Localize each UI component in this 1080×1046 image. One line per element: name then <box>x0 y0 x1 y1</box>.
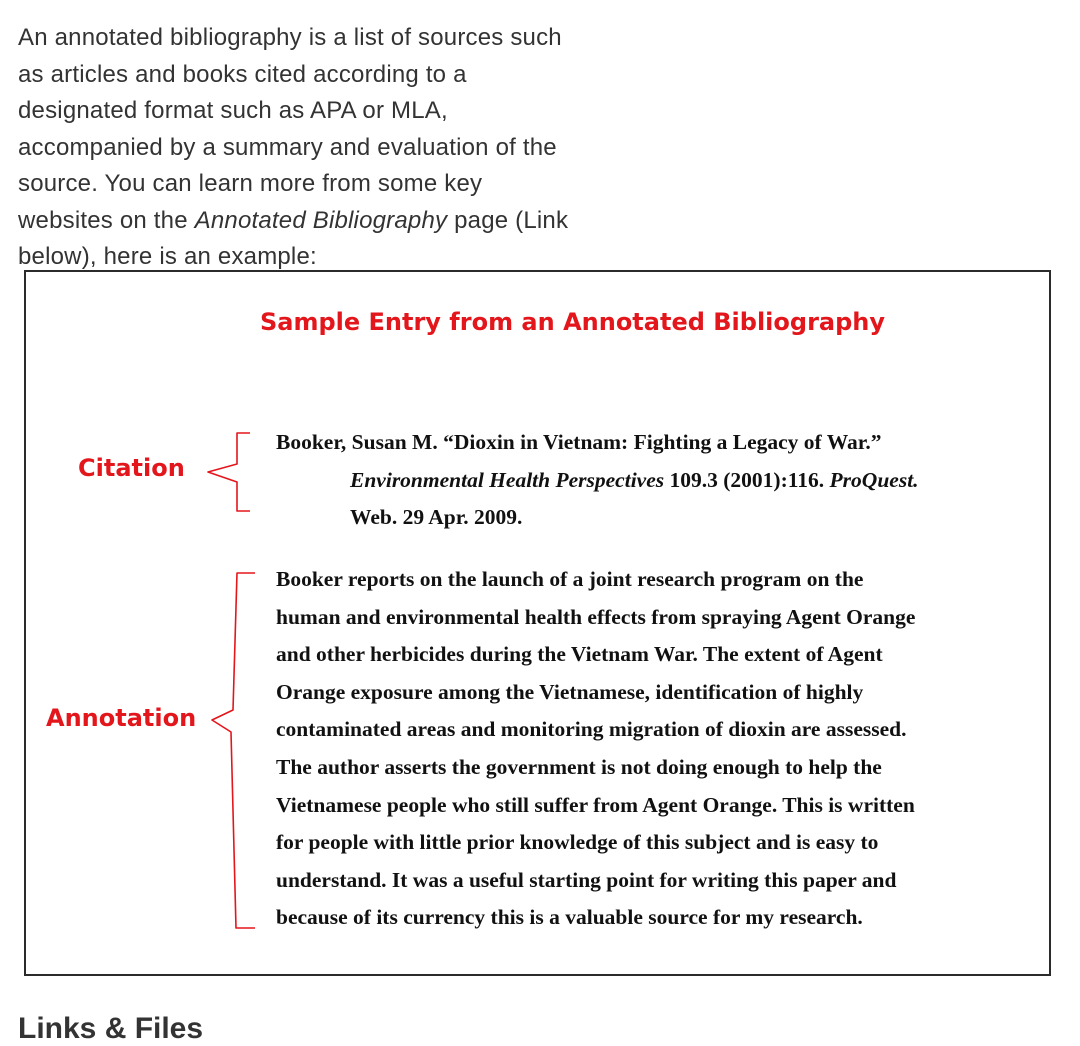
annotation-line: Orange exposure among the Vietnamese, identification of highly <box>276 679 864 704</box>
annotation-line: understand. It was a useful starting point for writing this paper and <box>276 867 897 892</box>
citation-text <box>276 424 1036 537</box>
annotation-line: Booker reports on the launch of a joint research program on the <box>276 567 864 591</box>
citation-journal-name: Environmental Health Perspectives <box>350 467 665 492</box>
citation-database: ProQuest. <box>829 467 919 492</box>
annotation-line: The author asserts the government is not doing enough to help the <box>276 754 882 779</box>
citation-volume-pages: 109.3 (2001):116. <box>664 467 830 492</box>
annotation-line: for people with little prior knowledge of this subject and is easy to <box>276 830 879 855</box>
figure-title: Sample Entry from an Annotated Bibliography <box>259 308 886 336</box>
annotation-brace-icon <box>209 570 259 932</box>
citation-line-journal <box>276 462 1036 500</box>
citation-line-author-title: Booker, Susan M. “Dioxin in Vietnam: Fighting a Legacy of War.” <box>276 430 882 454</box>
citation-label: Citation <box>78 454 185 482</box>
annotation-text <box>276 561 1046 937</box>
intro-paragraph <box>18 20 578 276</box>
annotation-line: and other herbicides during the Vietnam War. The extent of Agent <box>276 642 883 667</box>
annotation-line: human and environmental health effects from spraying Agent Orange <box>276 604 916 629</box>
annotated-bibliography-example-figure <box>24 270 1051 976</box>
citation-line-access-date: Web. 29 Apr. 2009. <box>350 505 523 529</box>
citation-brace-icon <box>204 430 254 516</box>
annotation-label: Annotation <box>46 704 197 732</box>
intro-text-end: page (Link below), here is an example: <box>18 206 569 270</box>
annotation-line: because of its currency this is a valuable source for my research. <box>276 905 863 930</box>
intro-text-start: An annotated bibliography is a list of sources such as articles and books cited according to a designated format such as APA or MLA, accompanied by a summary and evaluation of the source. You can learn more from some key websites on the <box>18 24 562 234</box>
intro-italic-page-name: Annotated Bibliography <box>194 206 448 234</box>
links-and-files-heading: Links & Files <box>18 1012 204 1045</box>
annotation-line: Vietnamese people who still suffer from Agent Orange. This is written <box>276 792 915 817</box>
annotation-line: contaminated areas and monitoring migration of dioxin are assessed. <box>276 717 907 742</box>
